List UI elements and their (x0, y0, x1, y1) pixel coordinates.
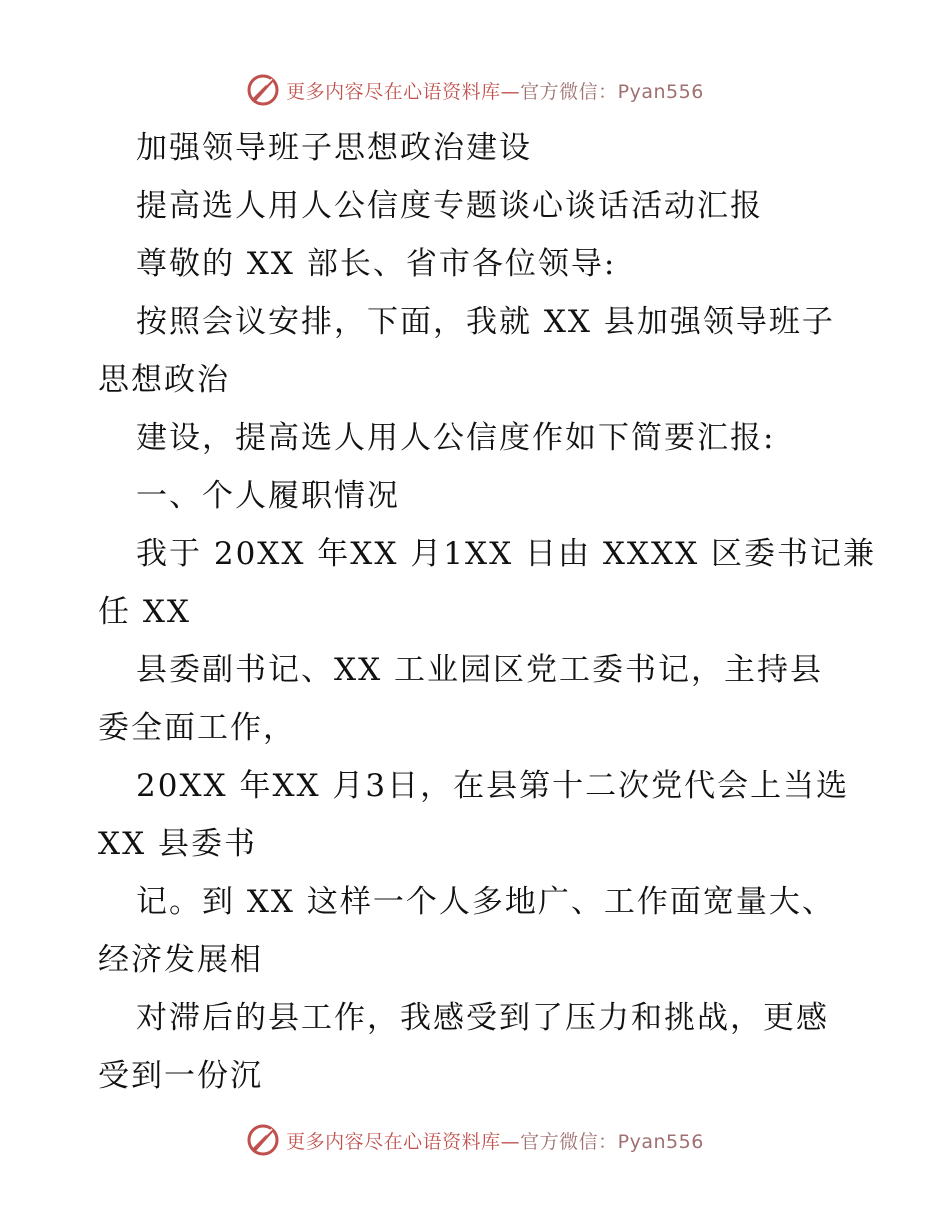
paragraph-line: 记。到 XX 这样一个人多地广、工作面宽量大、 (136, 884, 835, 920)
header-banner-text: 更多内容尽在心语资料库—官方微信：Pyan556 (286, 80, 704, 103)
paragraph-line: 20XX 年XX 月3日，在县第十二次党代会上当选 (136, 768, 850, 804)
header-watermark-banner (0, 70, 950, 110)
header-wechat-label: 官方微信：Pyan556 (520, 80, 704, 103)
paragraph-line: 受到一份沉 (98, 1058, 263, 1094)
quill-logo-icon (246, 1123, 280, 1157)
paragraph-line: 思想政治 (98, 362, 230, 398)
footer-wechat-label: 官方微信：Pyan556 (520, 1130, 704, 1153)
paragraph-line: 委全面工作， (98, 710, 296, 746)
paragraph-line: 我于 20XX 年XX 月1XX 日由 XXXX 区委书记兼 (136, 536, 876, 572)
paragraph-line: 经济发展相 (98, 942, 263, 978)
paragraph-line: 对滞后的县工作，我感受到了压力和挑战，更感 (136, 1000, 829, 1036)
paragraph-line: 按照会议安排，下面，我就 XX 县加强领导班子 (136, 304, 835, 340)
doc-title-line-1: 加强领导班子思想政治建设 (136, 130, 532, 166)
section-heading: 一、个人履职情况 (136, 478, 400, 514)
paragraph-line: 县委副书记、XX 工业园区党工委书记，主持县 (136, 652, 823, 688)
paragraph-line: XX 县委书 (98, 826, 257, 862)
salutation-line: 尊敬的 XX 部长、省市各位领导: (136, 246, 617, 282)
doc-title-line-2: 提高选人用人公信度专题谈心谈话活动汇报 (136, 188, 763, 224)
quill-logo-icon (246, 73, 280, 107)
paragraph-line: 建设，提高选人用人公信度作如下简要汇报: (136, 420, 776, 456)
paragraph-line: 任 XX (98, 594, 191, 630)
footer-watermark-banner (0, 1120, 950, 1160)
footer-banner-text: 更多内容尽在心语资料库—官方微信：Pyan556 (286, 1130, 704, 1153)
